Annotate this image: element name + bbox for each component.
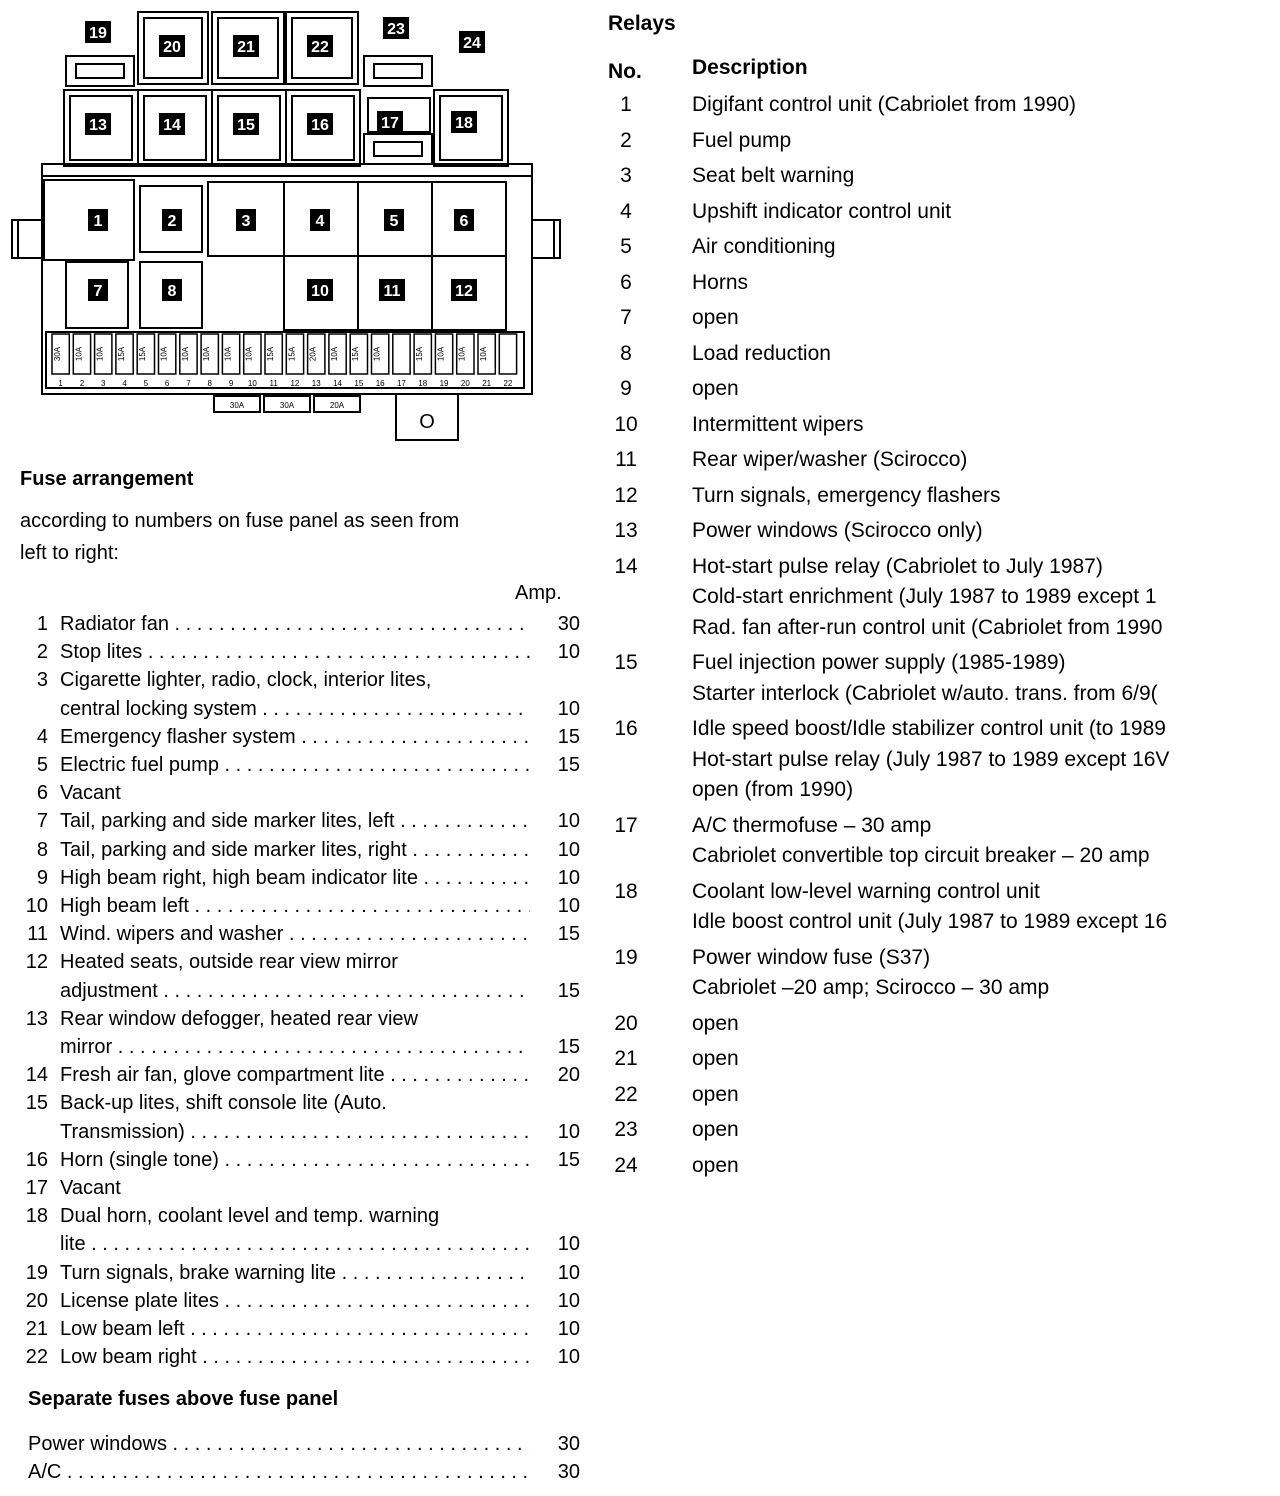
relay-description-16: open (from 1990) <box>692 778 854 801</box>
fuse-description: Heated seats, outside rear view mirror <box>60 951 398 974</box>
fuse-slot-number: 7 <box>186 379 191 388</box>
fuse-slot-number: 14 <box>333 379 343 388</box>
fuse-description-continued: central locking system . . . <box>60 695 530 723</box>
fuse-amp: 10 <box>557 866 580 889</box>
relay-no-9: 9 <box>620 377 632 400</box>
fuse-panel-diagram <box>8 6 568 446</box>
fuse-row-3-continued <box>20 695 580 723</box>
fuse-rating: 20A <box>308 346 318 362</box>
relay-description-header: Description <box>692 56 808 79</box>
fuse-amp: 10 <box>557 1318 580 1340</box>
fuse-intro-line1: according to numbers on fuse panel as seen from <box>20 510 460 532</box>
fuse-row-18 <box>20 1202 580 1230</box>
fuse-number: 8 <box>36 838 48 861</box>
relay-no-14: 14 <box>614 554 638 578</box>
fuse-rating: 30A <box>53 346 62 362</box>
fuse-row-7 <box>20 807 580 835</box>
fuse-number: 2 <box>36 641 48 664</box>
relay-description-17: A/C thermofuse – 30 amp <box>692 813 932 837</box>
relay-number-11: 11 <box>383 283 401 300</box>
relay-number-24: 24 <box>463 35 481 52</box>
relay-no-header: No. <box>608 60 642 83</box>
fuse-slot-number: 3 <box>101 379 106 388</box>
fuse-rating: 10A <box>329 346 339 362</box>
fuse-row-18-continued <box>20 1230 580 1258</box>
relay-description-19: Cabriolet –20 amp; Scirocco – 30 amp <box>692 976 1050 999</box>
relay-no-4: 4 <box>620 199 632 223</box>
relay-description-14: Cold-start enrichment (July 1987 to 1989 except 1 <box>692 585 1157 608</box>
relay-description-16: Idle speed boost/Idle stabilizer control unit (to 1989 <box>692 717 1166 740</box>
fuse-rating: 15A <box>351 346 361 362</box>
relay-no-1: 1 <box>620 93 632 116</box>
fuse-description: Horn (single tone) . . . <box>60 1146 530 1174</box>
fuse-slot-number: 22 <box>503 379 513 388</box>
fuse-description: Wind. wipers and washer . . . <box>60 920 530 948</box>
fuse-number: 19 <box>25 1261 48 1284</box>
fuse-row-2 <box>20 638 580 666</box>
relay-no-13: 13 <box>614 519 638 542</box>
fuse-description: Low beam left . . . <box>60 1315 530 1343</box>
relay-number-7: 7 <box>93 283 103 300</box>
fuse-intro-line2: left to right: <box>20 542 119 564</box>
relay-description-7: open <box>692 306 739 329</box>
fuse-rating: 10A <box>457 346 467 362</box>
relay-number-5: 5 <box>389 213 399 230</box>
relay-description-14: Hot-start pulse relay (Cabriolet to July 1987) <box>692 554 1103 578</box>
fuse-row-13 <box>20 1005 580 1033</box>
relay-description-3: Seat belt warning <box>692 164 855 187</box>
relay-description-14: Rad. fan after-run control unit (Cabriolet from 1990 <box>692 615 1163 639</box>
relay-no-18: 18 <box>614 879 638 903</box>
fuse-amp: 10 <box>557 810 580 833</box>
fuse-rating: 10A <box>479 346 488 362</box>
fuse-rating: 10A <box>436 346 446 362</box>
fuse-slot-number: 19 <box>439 379 449 388</box>
relay-number-14: 14 <box>163 117 181 134</box>
fuse-description-continued: adjustment . . . <box>60 977 530 1005</box>
relay-number-21: 21 <box>237 39 255 56</box>
fuse-description: Turn signals, brake warning lite . . . <box>60 1259 530 1287</box>
separate-fuse-amp: 30 <box>557 1433 580 1455</box>
fuse-description: Low beam right . . . <box>60 1343 530 1371</box>
fuse-description: High beam right, high beam indicator lite . . . <box>60 864 530 892</box>
separate-fuses-heading: Separate fuses above fuse panel <box>28 1388 339 1410</box>
fuse-amp: 20 <box>557 1064 580 1087</box>
fuse-slot-number: 12 <box>290 379 300 388</box>
relay-description-8: Load reduction <box>692 341 831 365</box>
fuse-number: 7 <box>36 810 48 833</box>
fuse-description: Dual horn, coolant level and temp. warning <box>60 1205 440 1228</box>
separate-fuse-amp: 30 <box>557 1461 580 1483</box>
relay-no-24: 24 <box>614 1153 638 1177</box>
relay-no-10: 10 <box>614 412 638 436</box>
fuse-rating: 10A <box>74 346 84 362</box>
fuse-rating: 10A <box>159 346 169 362</box>
relay-number-8: 8 <box>167 283 177 300</box>
fuse-rating: 10A <box>372 346 382 362</box>
relay-number-3: 3 <box>241 213 251 230</box>
fuse-description: Vacant <box>60 1177 121 1199</box>
socket-label: O <box>419 411 435 433</box>
fuse-row-3 <box>20 666 580 694</box>
fuse-rating: 15A <box>116 346 126 362</box>
relay-no-16: 16 <box>614 717 638 740</box>
relay-no-19: 19 <box>614 945 638 969</box>
fuse-row-11 <box>20 920 580 948</box>
relay-description-16: Hot-start pulse relay (July 1987 to 1989 except 16V <box>692 747 1170 771</box>
fuse-slot-number: 13 <box>311 379 321 388</box>
relay-number-17: 17 <box>381 115 399 132</box>
fuse-description: Back-up lites, shift console lite (Auto. <box>60 1092 387 1115</box>
relay-description-6: Horns <box>692 270 749 294</box>
separate-fuse-row <box>28 1458 580 1486</box>
fuse-row-5 <box>20 751 580 779</box>
fuse-row-22 <box>20 1343 580 1371</box>
fuse-row-8 <box>20 836 580 864</box>
fuse-number: 13 <box>25 1007 48 1030</box>
relay-no-11: 11 <box>615 448 637 471</box>
fuse-rating: 15A <box>415 346 425 362</box>
relay-description-15: Fuel injection power supply (1985-1989) <box>692 651 1066 674</box>
fuse-amp: 15 <box>557 979 580 1002</box>
fuse-slot-number: 6 <box>164 379 170 388</box>
fuse-number: 5 <box>36 754 48 776</box>
separate-fuse-label: 30A <box>229 401 245 410</box>
fuse-description-continued: lite . . . <box>60 1230 530 1258</box>
fuse-amp: 10 <box>557 1346 580 1369</box>
relay-no-21: 21 <box>614 1047 638 1070</box>
fuse-number: 20 <box>25 1289 48 1312</box>
fuse-number: 9 <box>36 866 48 889</box>
fuse-description: Vacant <box>60 782 121 805</box>
relay-description-5: Air conditioning <box>692 235 836 258</box>
fuse-row-1 <box>20 610 580 638</box>
fuse-amp: 10 <box>557 1261 580 1284</box>
fuse-amp: 10 <box>557 697 580 720</box>
fuse-amp: 10 <box>557 895 580 917</box>
relays-heading: Relays <box>608 12 676 35</box>
fuse-description: Cigarette lighter, radio, clock, interior lites, <box>60 669 432 692</box>
relay-number-6: 6 <box>459 213 469 230</box>
fuse-slot-number: 17 <box>396 379 406 388</box>
relay-no-23: 23 <box>614 1118 638 1141</box>
relay-no-12: 12 <box>614 483 638 507</box>
relay-description-22: open <box>692 1082 739 1106</box>
relay-number-16: 16 <box>311 117 329 134</box>
relay-description-13: Power windows (Scirocco only) <box>692 519 983 542</box>
separate-fuse-description: A/C . . . <box>28 1458 530 1486</box>
relay-description-12: Turn signals, emergency flashers <box>692 483 1001 507</box>
fuse-slot-number: 1 <box>58 379 63 388</box>
amp-column-header: Amp. <box>515 582 562 604</box>
separate-fuse-description: Power windows . . . <box>28 1430 530 1458</box>
fuse-number: 10 <box>25 895 48 917</box>
relay-no-3: 3 <box>620 164 632 187</box>
relay-no-17: 17 <box>614 813 638 837</box>
fuse-description-continued: mirror . . . <box>60 1033 530 1061</box>
relay-description-11: Rear wiper/washer (Scirocco) <box>692 448 968 471</box>
fuse-description: High beam left . . . <box>60 892 530 920</box>
relay-number-22: 22 <box>311 39 329 56</box>
fuse-description: License plate lites . . . <box>60 1287 530 1315</box>
relay-no-22: 22 <box>614 1082 638 1106</box>
fuse-amp: 15 <box>557 725 580 748</box>
fuse-row-13-continued <box>20 1033 580 1061</box>
fuse-slot-number: 15 <box>354 379 364 388</box>
relay-description-23: open <box>692 1118 739 1141</box>
fuse-amp: 10 <box>557 838 580 861</box>
fuse-rating: 10A <box>202 346 212 362</box>
fuse-rating: 15A <box>138 346 148 362</box>
relay-description-18: Idle boost control unit (July 1987 to 1989 except 16 <box>692 910 1168 933</box>
fuse-slot-number: 11 <box>269 379 278 388</box>
fuse-row-14 <box>20 1061 580 1089</box>
fuse-row-9 <box>20 864 580 892</box>
relay-description-1: Digifant control unit (Cabriolet from 1990) <box>692 93 1077 116</box>
fuse-number: 14 <box>25 1064 48 1087</box>
relay-description-24: open <box>692 1153 739 1177</box>
relay-number-18: 18 <box>455 115 473 132</box>
fuse-rating: 15A <box>287 346 297 362</box>
fuse-slot-number: 9 <box>228 379 234 388</box>
fuse-row-15 <box>20 1089 580 1117</box>
fuse-number: 11 <box>27 923 48 946</box>
relay-description-19: Power window fuse (S37) <box>692 945 931 969</box>
relay-number-4: 4 <box>315 213 325 230</box>
fuse-slot <box>499 334 516 374</box>
fuse-number: 6 <box>36 782 48 805</box>
fuse-description: Electric fuel pump . . . <box>60 751 530 779</box>
fuse-row-6 <box>20 779 580 807</box>
fuse-description: Tail, parking and side marker lites, left . . . <box>60 807 530 835</box>
fuse-number: 22 <box>25 1346 48 1369</box>
separate-fuse-label: 20A <box>329 401 345 410</box>
relay-description-9: open <box>692 377 739 400</box>
relay-number-23: 23 <box>387 21 405 38</box>
relay-description-15: Starter interlock (Cabriolet w/auto. trans. from 6/9( <box>692 681 1158 705</box>
fuse-arrangement-heading: Fuse arrangement <box>20 468 194 490</box>
fuse-number: 15 <box>25 1092 48 1115</box>
relay-description-18: Coolant low-level warning control unit <box>692 879 1040 903</box>
relay-number-12: 12 <box>455 283 473 300</box>
fuse-amp: 10 <box>557 1120 580 1143</box>
fuse-row-17 <box>20 1174 580 1202</box>
fuse-rating: 15A <box>266 346 275 362</box>
separate-fuse-label: 30A <box>279 401 295 410</box>
fuse-row-19 <box>20 1259 580 1287</box>
fuse-slot-number: 10 <box>247 379 257 388</box>
fuse-amp: 30 <box>557 613 580 635</box>
relay-description-21: open <box>692 1047 739 1070</box>
relay-no-20: 20 <box>614 1011 638 1035</box>
relay-no-15: 15 <box>614 651 638 674</box>
fuse-slot-number: 5 <box>143 379 149 388</box>
fuse-number: 4 <box>36 725 48 748</box>
fuse-slot-number: 18 <box>418 379 428 388</box>
fuse-rating: 10A <box>244 346 254 362</box>
relay-number-19: 19 <box>89 25 107 42</box>
relay-description-20: open <box>692 1011 739 1035</box>
relay-number-10: 10 <box>311 283 329 300</box>
relay-number-20: 20 <box>163 39 181 56</box>
relay-number-13: 13 <box>89 117 107 134</box>
fuse-row-15-continued <box>20 1118 580 1146</box>
fuse-row-12-continued <box>20 977 580 1005</box>
fuse-slot-number: 4 <box>122 379 127 388</box>
fuse-row-20 <box>20 1287 580 1315</box>
relay-no-5: 5 <box>620 235 632 258</box>
fuse-slot-number: 2 <box>79 379 85 388</box>
fuse-amp: 15 <box>557 754 580 776</box>
fuse-slot-number: 8 <box>207 379 212 388</box>
relay-description-4: Upshift indicator control unit <box>692 199 952 223</box>
separate-fuse-row <box>28 1430 580 1458</box>
fuse-rating: 10A <box>223 346 233 362</box>
fuse-description: Radiator fan . . . <box>60 610 530 638</box>
relay-number-1: 1 <box>93 213 103 230</box>
fuse-description-continued: Transmission) . . . <box>60 1118 530 1146</box>
relay-no-2: 2 <box>620 128 632 152</box>
fuse-description: Emergency flasher system . . . <box>60 723 530 751</box>
fuse-amp: 15 <box>557 1036 580 1058</box>
fuse-amp: 15 <box>557 1148 580 1171</box>
fuse-number: 17 <box>25 1177 48 1199</box>
fuse-description: Rear window defogger, heated rear view <box>60 1007 418 1030</box>
fuse-amp: 15 <box>557 923 580 946</box>
fuse-slot-number: 16 <box>375 379 385 388</box>
fuse-slot-number: 20 <box>460 379 470 388</box>
fuse-number: 21 <box>25 1318 48 1340</box>
fuse-rating: 10A <box>95 346 105 362</box>
fuse-number: 12 <box>25 951 48 974</box>
fuse-slot <box>393 334 410 374</box>
fuse-row-21 <box>20 1315 580 1343</box>
fuse-row-12 <box>20 948 580 976</box>
fuse-description: Stop lites . . . <box>60 638 530 666</box>
relay-no-7: 7 <box>620 306 632 329</box>
fuse-number: 16 <box>25 1148 48 1171</box>
fuse-row-10 <box>20 892 580 920</box>
relay-no-8: 8 <box>620 341 632 365</box>
fuse-amp: 10 <box>557 641 580 664</box>
fuse-number: 18 <box>25 1205 48 1228</box>
fuse-rating: 10A <box>180 346 190 362</box>
fuse-number: 1 <box>36 613 48 635</box>
relay-number-15: 15 <box>237 117 255 134</box>
relay-description-17: Cabriolet convertible top circuit breaker – 20 amp <box>692 844 1150 867</box>
relay-description-2: Fuel pump <box>692 128 792 152</box>
fuse-description: Tail, parking and side marker lites, right . . . <box>60 836 530 864</box>
relay-description-10: Intermittent wipers <box>692 412 864 436</box>
relay-no-6: 6 <box>620 270 632 294</box>
fuse-number: 3 <box>36 669 48 692</box>
fuse-description: Fresh air fan, glove compartment lite . . . <box>60 1061 530 1089</box>
fuse-row-16 <box>20 1146 580 1174</box>
relay-number-2: 2 <box>167 213 177 230</box>
fuse-amp: 10 <box>557 1233 580 1256</box>
fuse-slot-number: 21 <box>482 379 492 388</box>
fuse-amp: 10 <box>557 1289 580 1312</box>
fuse-row-4 <box>20 723 580 751</box>
